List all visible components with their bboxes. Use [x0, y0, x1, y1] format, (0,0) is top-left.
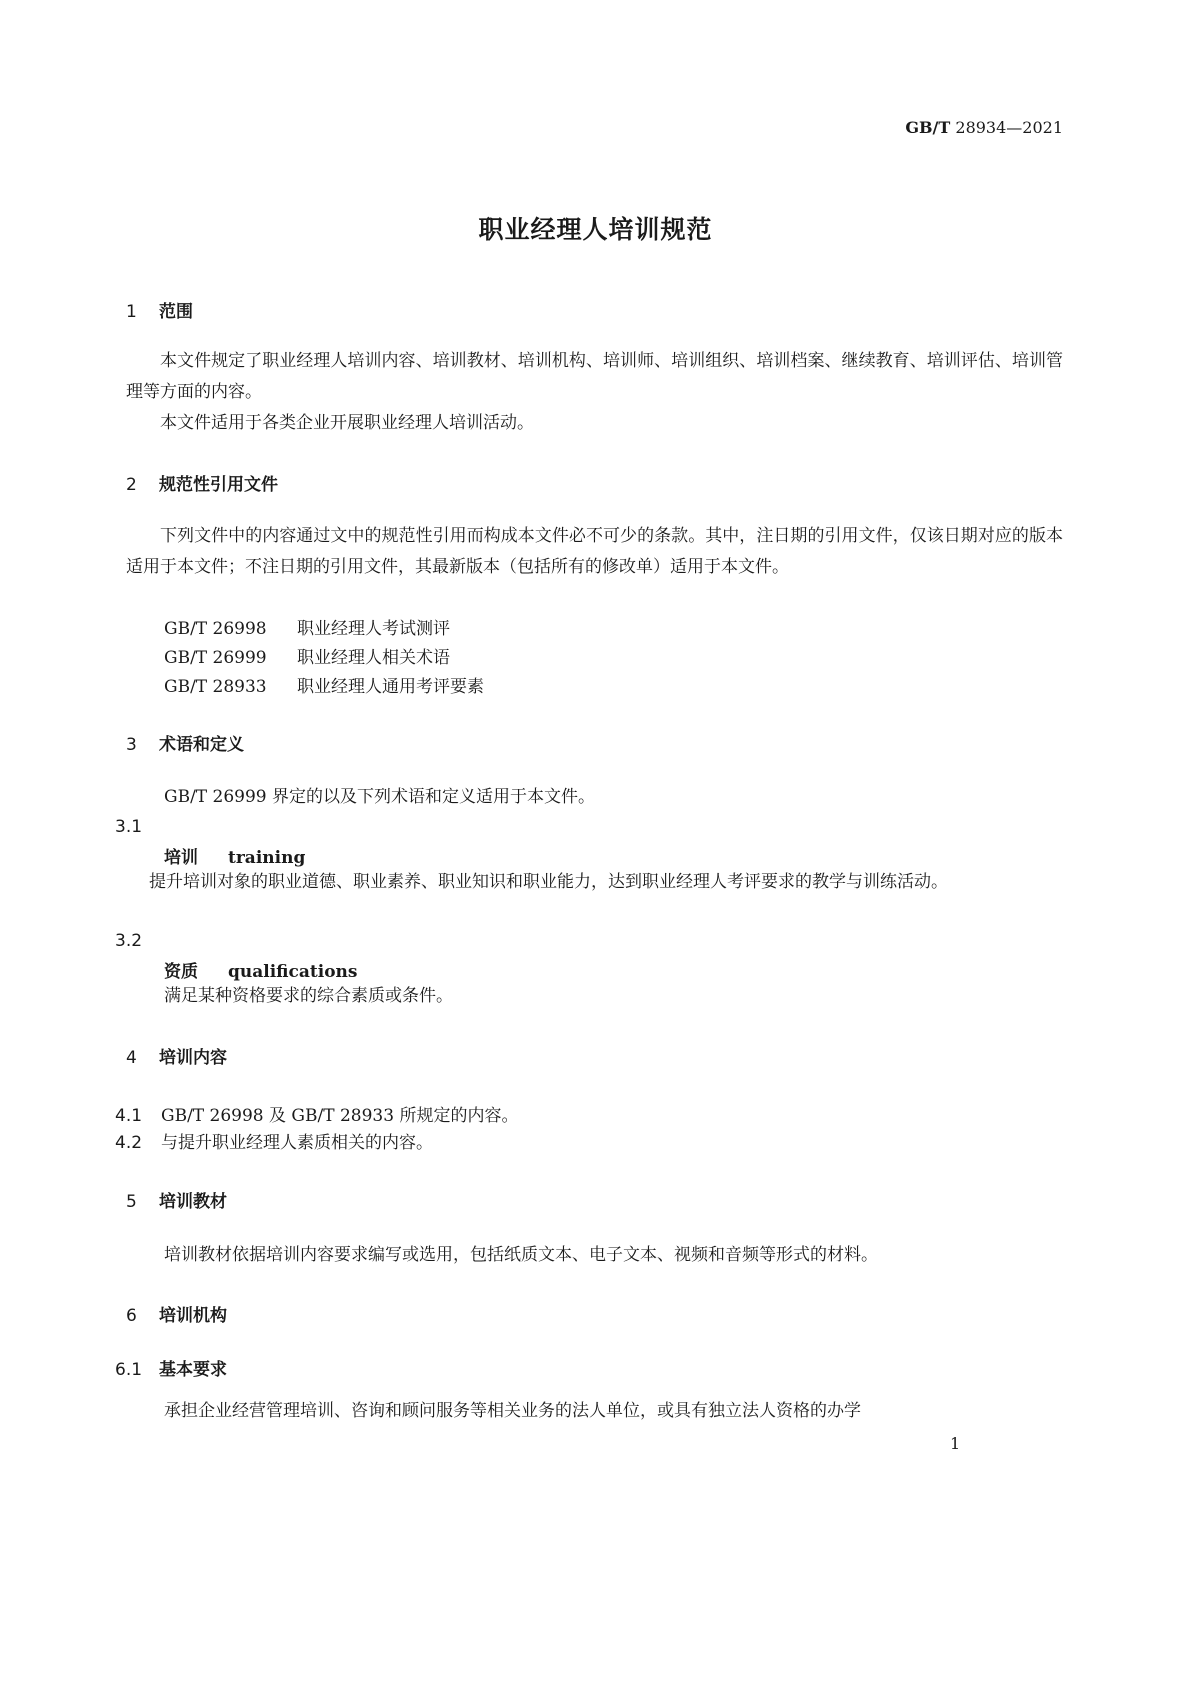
reference-code: GB/T 26998 [164, 619, 267, 639]
term-english: training [228, 848, 306, 868]
subsection-6-1-heading [115, 1355, 227, 1380]
term-definition: 满足某种资格要求的综合素质或条件。 [164, 986, 453, 1006]
section-6-heading [126, 1301, 227, 1326]
section-title: 范围 [159, 302, 193, 322]
section-5-heading [126, 1187, 227, 1212]
clause-item [115, 1128, 433, 1153]
standard-code-number: 28934—2021 [950, 118, 1063, 137]
term-entry [164, 843, 305, 868]
document-title: 职业经理人培训规范 [478, 215, 713, 244]
section-1-paragraph-1: 本文件规定了职业经理人培训内容、培训教材、培训机构、培训师、培训组织、培训档案、继续教育、培训评估、培训管理等方面的内容。 [126, 351, 1063, 402]
section-2-paragraph-1: 下列文件中的内容通过文中的规范性引用而构成本文件必不可少的条款。其中，注日期的引用文件，仅该日期对应的版本适用于本文件；不注日期的引用文件，其最新版本（包括所有的修改单）适用于本文件。 [126, 526, 1063, 577]
clause-text: 与提升职业经理人素质相关的内容。 [161, 1133, 433, 1153]
section-number: 6 [126, 1306, 137, 1326]
section-number: 3 [126, 735, 137, 755]
section-title: 培训教材 [159, 1192, 227, 1212]
standard-code [893, 118, 1063, 137]
section-3-heading [126, 730, 244, 755]
reference-code: GB/T 28933 [164, 677, 267, 697]
section-number: 1 [126, 302, 137, 322]
section-number: 5 [126, 1192, 137, 1212]
reference-title: 职业经理人通用考评要素 [297, 677, 484, 697]
term-chinese: 培训 [164, 848, 198, 868]
term-entry [164, 957, 357, 982]
section-title: 培训内容 [159, 1048, 227, 1068]
section-title: 术语和定义 [159, 735, 244, 755]
subsection-title: 基本要求 [159, 1360, 227, 1380]
reference-title: 职业经理人相关术语 [297, 648, 450, 668]
reference-item [164, 672, 484, 697]
section-1-paragraph-2: 本文件适用于各类企业开展职业经理人培训活动。 [160, 413, 534, 433]
clause-item [115, 1101, 518, 1126]
term-definition: 提升培训对象的职业道德、职业素养、职业知识和职业能力，达到职业经理人考评要求的教学与训练活动。 [149, 872, 948, 892]
clause-text: GB/T 26998 及 GB/T 28933 所规定的内容。 [161, 1106, 519, 1126]
term-english: qualifications [228, 962, 358, 982]
section-5-paragraph-1: 培训教材依据培训内容要求编写或选用，包括纸质文本、电子文本、视频和音频等形式的材料。 [164, 1245, 878, 1265]
term-number: 3.2 [115, 931, 143, 951]
section-1-heading [126, 297, 193, 322]
section-title: 规范性引用文件 [159, 475, 278, 495]
subsection-number: 6.1 [115, 1360, 143, 1380]
section-2-heading [126, 470, 278, 495]
standard-code-prefix: GB/T [905, 118, 951, 137]
reference-title: 职业经理人考试测评 [297, 619, 450, 639]
reference-item [164, 643, 450, 668]
term-chinese: 资质 [164, 962, 198, 982]
section-number: 2 [126, 475, 137, 495]
section-title: 培训机构 [159, 1306, 227, 1326]
reference-code: GB/T 26999 [164, 648, 267, 668]
clause-number: 4.2 [115, 1133, 143, 1153]
section-3-paragraph-1: GB/T 26999 界定的以及下列术语和定义适用于本文件。 [164, 787, 596, 807]
section-6-paragraph-1: 承担企业经营管理培训、咨询和顾问服务等相关业务的法人单位，或具有独立法人资格的办学 [164, 1401, 861, 1421]
term-number: 3.1 [115, 817, 143, 837]
reference-item [164, 614, 450, 639]
section-4-heading [126, 1043, 227, 1068]
page-number: 1 [950, 1434, 961, 1453]
clause-number: 4.1 [115, 1106, 143, 1126]
section-number: 4 [126, 1048, 137, 1068]
